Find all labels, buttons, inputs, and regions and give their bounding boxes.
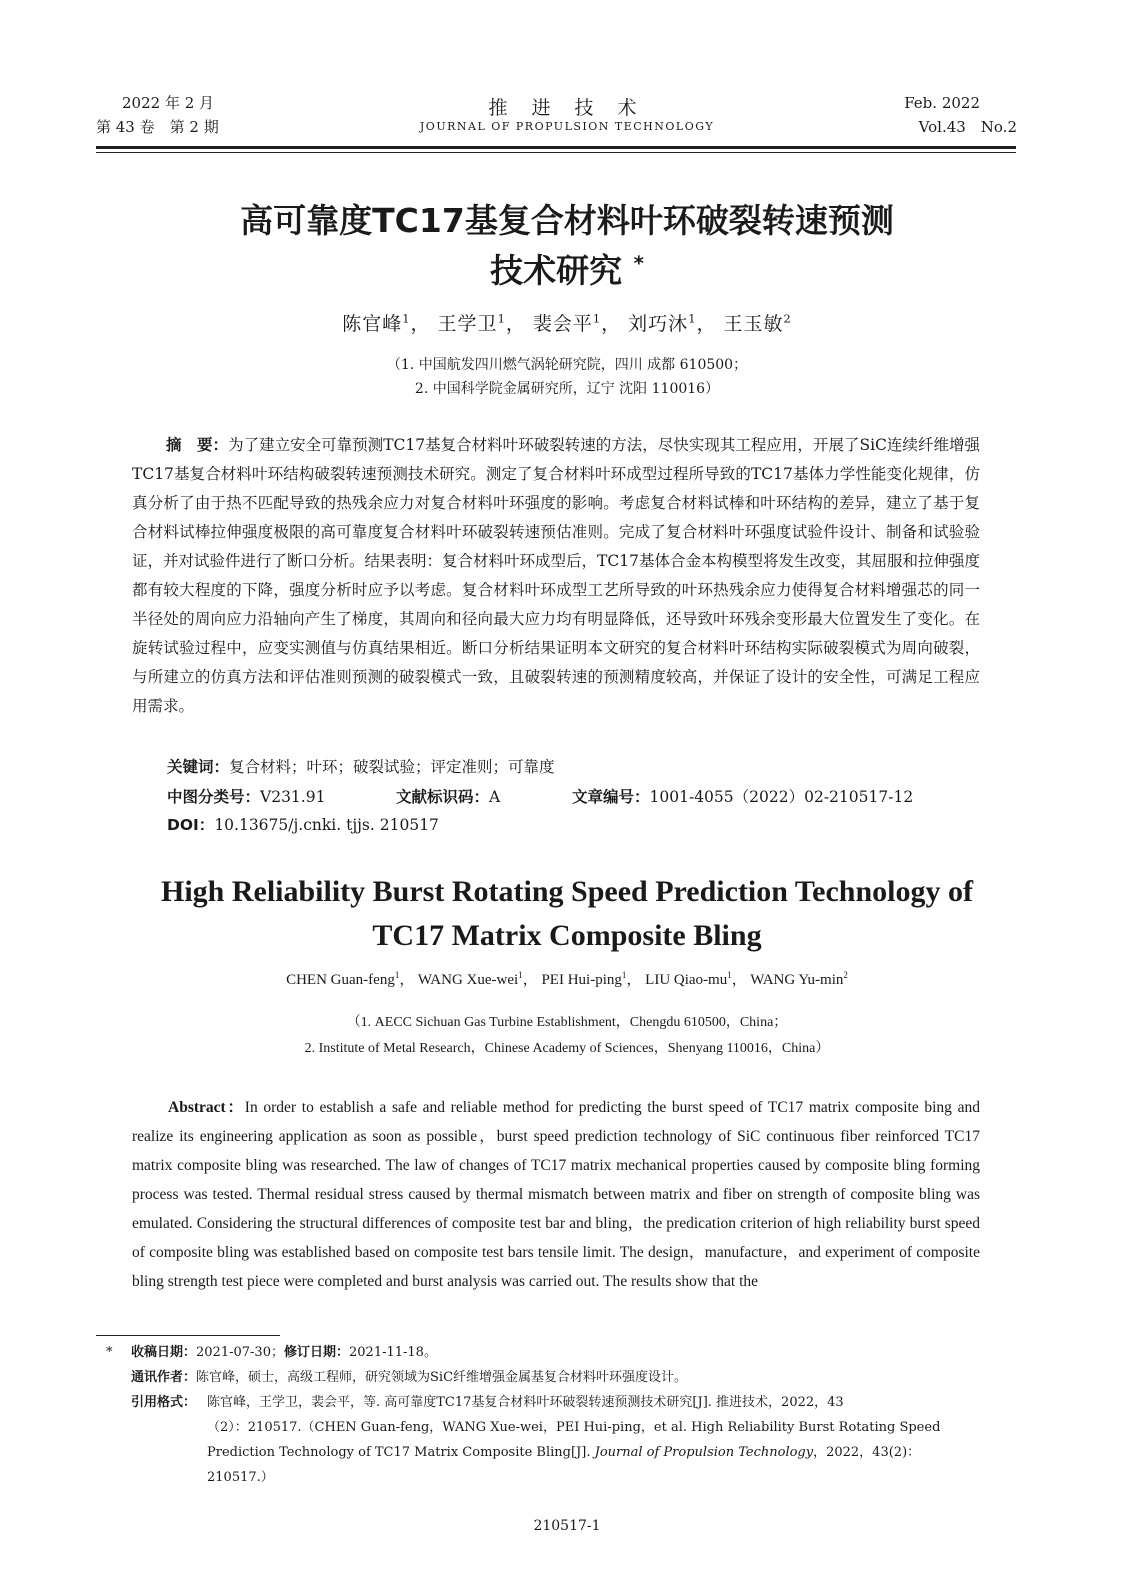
author-en: WANG $Yu-\min^2$ — [750, 970, 848, 988]
doi: DOI：10.13675/j.cnki. tjjs. 210517 — [167, 816, 439, 834]
author-en: CHEN Guan-feng$^1$ — [286, 970, 400, 988]
author-en: WANG Xue-wei$^1$ — [417, 970, 523, 988]
footnote-dates: 收稿日期：2021-07-30；修订日期：2021-11-18。 — [131, 1345, 437, 1360]
abstract-en-label: Abstract： — [168, 1099, 245, 1116]
author-en: LIU Qiao-$mu^1$ — [645, 970, 732, 988]
page-number: 210517-1 — [533, 1518, 601, 1534]
abstract-en — [132, 1093, 980, 1296]
header-date-cn: 2022 年 2 月 — [122, 94, 215, 112]
affiliations-en: （1. AECC Sichuan Gas Turbine Establishment，Chengdu 610500，China； 2. Institute of Metal Research，Chinese Academy of Sciences，Shenyang 110016，China） — [304, 1015, 830, 1056]
footnote-citation-label: 引用格式： — [131, 1395, 197, 1410]
keywords-cn: 关键词：复合材料；叶环；破裂试验；评定准则；可靠度 — [167, 758, 555, 776]
article-number: 文章编号：1001-4055（2022）02-210517-12 — [572, 788, 914, 806]
paper-title-en: High Reliability Burst Rotating Speed Prediction Technology of TC17 Matrix Composite Bling — [160, 875, 973, 952]
abstract-en-text: In order to establish a safe and reliable method for predicting the burst speed of TC17 matrix composite bing and realize its engineering application as soon as possible，burst speed prediction technology of SiC continuous fiber reinforced TC17 matrix composite bling was researched. The law of changes of TC17 matrix mechanical properties caused by composite bling forming process was tested. Thermal residual stress caused by thermal mismatch between matrix and fiber on strength of composite bling was emulated. Considering the structural differences of composite test bar and bling，the predication criterion of high reliability burst speed of composite bling was established based on composite test bars tensile limit. The design，manufacture，and experiment of composite bling strength test piece were completed and burst analysis was carried out. The results show that the — [132, 1099, 980, 1290]
citation-journal: Journal of Propulsion Technology — [594, 1445, 814, 1460]
paper-title-cn-line1: 高可靠度TC17基复合材料叶环破裂转速预测 — [240, 201, 894, 240]
header-rule-thick — [96, 146, 1016, 149]
author-en: PEI Hui-ping$^1$ — [541, 970, 627, 988]
footnote-corresponding-author: 通讯作者：陈官峰，硕士，高级工程师，研究领域为SiC纤维增强金属基复合材料叶环强度设计。 — [131, 1370, 688, 1385]
author-cn: 裴会平$^1$ — [532, 311, 602, 335]
footnote-rule — [96, 1335, 280, 1336]
paper-title-cn-line2: 技术研究 * — [490, 251, 644, 290]
header-date-en: Feb. 2022 — [904, 94, 980, 112]
footnote-citation: 陈官峰，王学卫，裴会平，等. 高可靠度TC17基复合材料叶环破裂转速预测技术研究[J]. 推进技术，2022，43 （2）：210517.（CHEN Guan-feng，WANG Xue-wei，PEI Hui-ping，et al. High Reliability Burst Rotating Speed Prediction Technology of TC17 Matrix Composite Bling[J]. Journal of Propulsion Technology，2022，43(2)：210517.） — [207, 1395, 941, 1485]
clc-number: 中图分类号：V231.91 — [167, 788, 326, 806]
header-volume-en: Vol.43 No.2 — [918, 118, 1017, 136]
authors-en: CHEN Guan-feng$^1$， WANG Xue-wei$^1$， PEI Hui-ping$^1$， LIU Qiao-$mu^1$， WANG $Yu-\min^2$ — [286, 970, 848, 988]
abstract-cn-label: 摘 要： — [166, 436, 229, 454]
author-cn: 陈官峰$^1$ — [342, 311, 411, 335]
abstract-cn — [132, 431, 980, 721]
header-volume-cn: 第 43 卷 第 2 期 — [96, 118, 219, 136]
authors-cn: 陈官峰$^1$， 王学卫$^1$， 裴会平$^1$， 刘巧沐$^1$， 王玉敏$^2$ — [342, 311, 792, 335]
paper-title-cn — [0, 196, 1134, 296]
abstract-cn-text: 为了建立安全可靠预测TC17基复合材料叶环破裂转速的方法，尽快实现其工程应用，开展了SiC连续纤维增强TC17基复合材料叶环结构破裂转速预测技术研究。测定了复合材料叶环成型过程所导致的TC17基体力学性能变化规律，仿真分析了由于热不匹配导致的热残余应力对复合材料叶环强度的影响。考虑复合材料试棒和叶环结构的差异，建立了基于复合材料试棒拉伸强度极限的高可靠度复合材料叶环破裂转速预估准则。完成了复合材料叶环强度试验件设计、制备和试验验证，并对试验件进行了断口分析。结果表明：复合材料叶环成型后，TC17基体合金本构模型将发生改变，其屈服和拉伸强度都有较大程度的下降，强度分析时应予以考虑。复合材料叶环成型工艺所导致的叶环热残余应力使得复合材料增强芯的同一半径处的周向应力沿轴向产生了梯度，其周向和径向最大应力均有明显降低，还导致叶环残余变形最大位置发生了变化。在旋转试验过程中，应变实测值与仿真结果相近。断口分析结果证明本文研究的复合材料叶环结构实际破裂模式为周向破裂，与所建立的仿真方法和评估准则预测的破裂模式一致，且破裂转速的预测精度较高，并保证了设计的安全性，可满足工程应用需求。 — [132, 436, 980, 715]
footnote-star: * — [106, 1345, 113, 1360]
author-cn: 刘巧沐$^1$ — [628, 311, 697, 335]
affiliations-cn: （1. 中国航发四川燃气涡轮研究院，四川 成都 610500； 2. 中国科学院金属研究所，辽宁 沈阳 110016） — [386, 357, 748, 397]
journal-title-cn: 推 进 技 术 — [488, 97, 646, 119]
journal-title-en: JOURNAL OF PROPULSION TECHNOLOGY — [419, 120, 715, 133]
author-cn: 王学卫$^1$ — [437, 311, 506, 335]
document-code: 文献标识码：A — [396, 788, 501, 806]
header-rule-thin — [96, 152, 1016, 153]
author-cn: 王玉敏$^2$ — [723, 311, 792, 335]
title-footnote-mark: * — [633, 252, 644, 275]
